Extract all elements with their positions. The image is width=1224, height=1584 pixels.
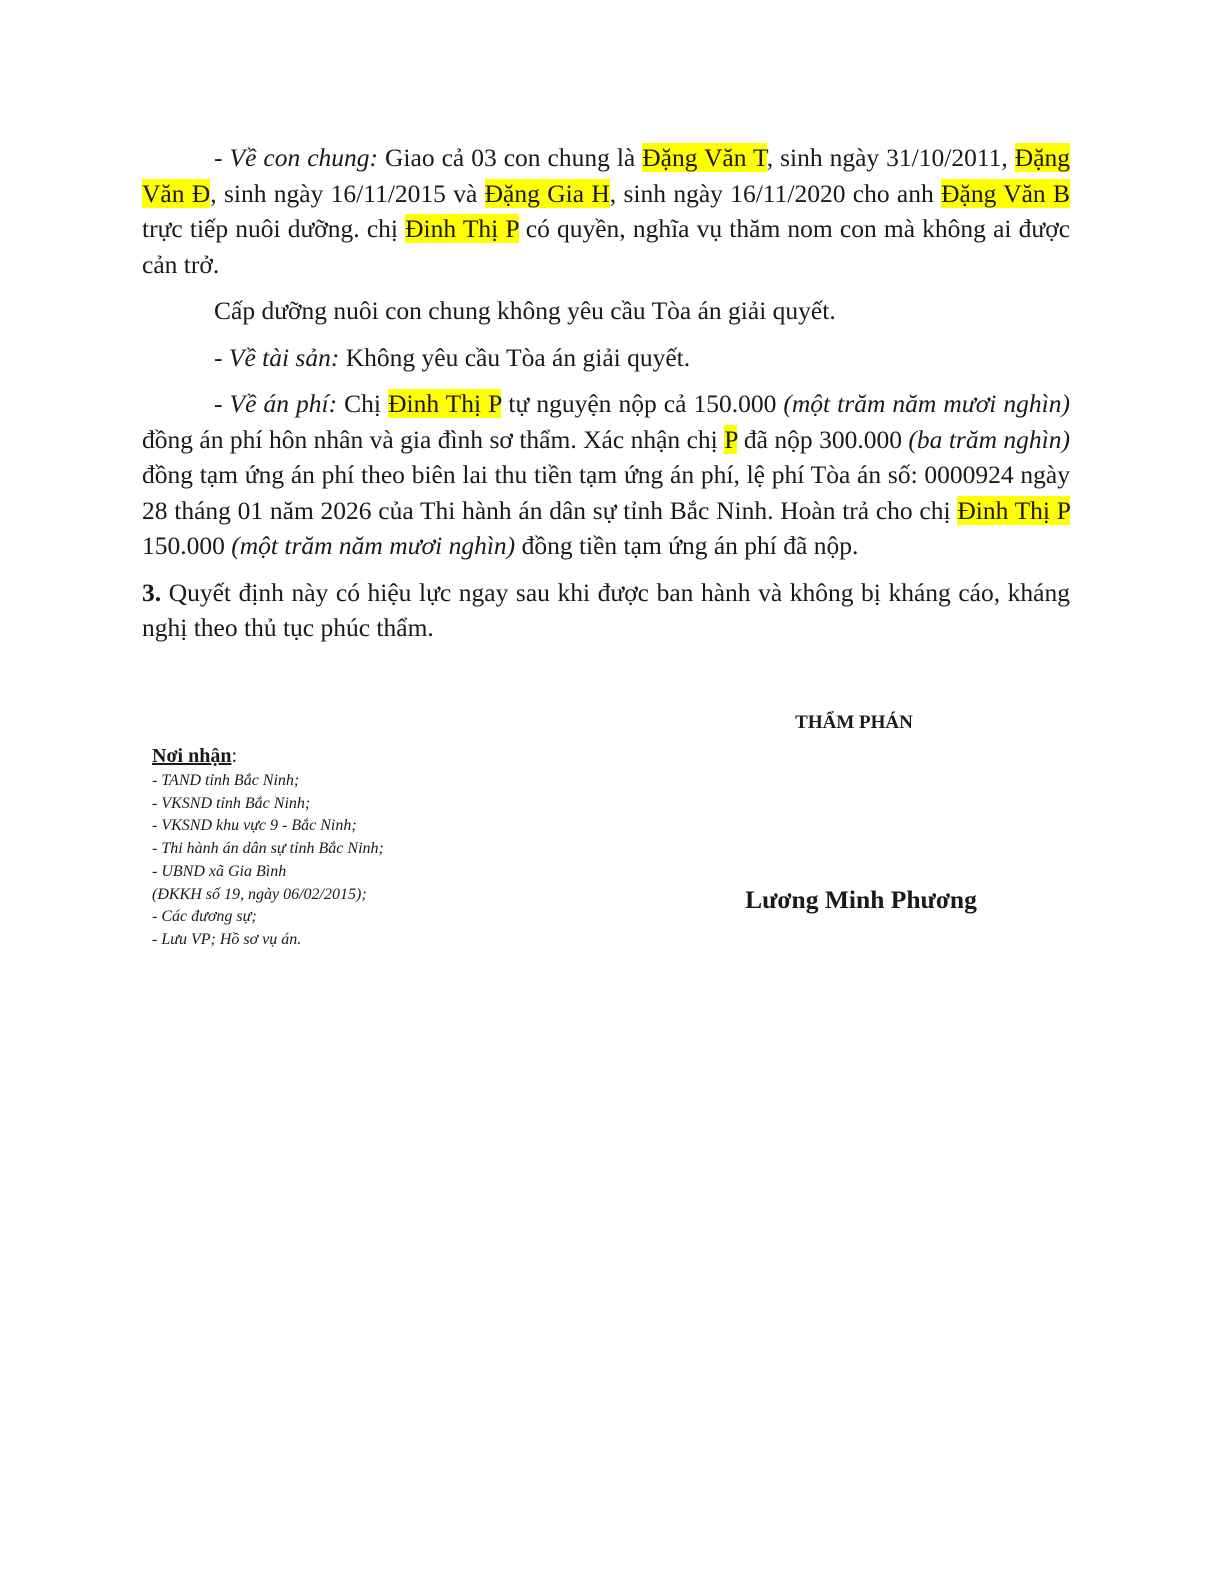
highlighted-name: Đặng Văn Đ <box>142 143 1071 208</box>
text-run: Chị <box>337 389 389 418</box>
recipient-item: - UBND xã Gia Bình <box>152 862 287 880</box>
amount-in-words: (một trăm năm mươi nghìn) <box>231 531 516 560</box>
text-run: đồng tiền tạm ứng án phí đã nộp. <box>515 531 859 560</box>
highlighted-name: Đặng Văn T <box>642 143 767 172</box>
highlighted-name: Đặng Gia H <box>484 178 610 208</box>
highlighted-name: Đinh Thị P <box>957 495 1070 525</box>
recipient-item: - TAND tỉnh Bắc Ninh; <box>152 772 300 789</box>
text-run: Quyết định này có hiệu lực ngay sau khi được ban hành và không bị kháng cáo, kháng nghị theo thủ tục phúc thẩm. <box>142 577 1070 642</box>
recipients-heading <box>152 742 572 770</box>
recipient-item: - VKSND khu vực 9 - Bắc Ninh; <box>152 817 357 835</box>
text-run: đã nộp 300.000 <box>737 424 909 454</box>
text-run: Không yêu cầu Tòa án giải quyết. <box>339 342 691 372</box>
text-run: đồng án phí hôn nhân và gia đình sơ thẩm. Xác nhận chị <box>142 424 725 454</box>
recipient-item: - Thi hành án dân sự tỉnh Bắc Ninh; <box>152 840 384 858</box>
recipients-heading-label: Nơi nhận <box>152 745 232 767</box>
highlighted-name: Đinh Thị P <box>405 214 519 243</box>
paragraph-children-custody <box>142 140 1070 282</box>
text-run: tự nguyện nộp cả 150.000 <box>501 389 784 418</box>
paragraph-court-fees <box>142 386 1070 564</box>
paragraph-child-support: Cấp dưỡng nuôi con chung không yêu cầu Tòa án giải quyết. <box>214 296 836 325</box>
text-run: 150.000 <box>142 531 232 560</box>
highlighted-name: Đặng Văn B <box>941 178 1071 208</box>
text-run: , sinh ngày 31/10/2011, <box>766 143 1015 172</box>
recipient-item: - Lưu VP; Hồ sơ vụ án. <box>152 930 302 948</box>
highlighted-name: P <box>724 424 738 454</box>
text-run: Giao cả 03 con chung là <box>378 143 643 172</box>
clause-number: 3. <box>142 577 162 607</box>
text-run: , sinh ngày 16/11/2020 cho anh <box>609 178 942 208</box>
section-lead: - Về án phí: <box>214 389 338 418</box>
document-body <box>142 140 1070 646</box>
recipients-list <box>152 770 572 952</box>
section-lead: - Về con chung: <box>214 143 379 172</box>
recipient-item: - VKSND tỉnh Bắc Ninh; <box>152 794 311 812</box>
recipients-block <box>152 742 572 952</box>
amount-in-words: (ba trăm nghìn) <box>908 424 1070 454</box>
recipients-heading-colon: : <box>231 745 238 767</box>
text-run: , sinh ngày 16/11/2015 và <box>210 178 485 208</box>
paragraph-property <box>142 340 1070 376</box>
text-run: trực tiếp nuôi dưỡng. chị <box>142 214 406 243</box>
text-run: đồng tạm ứng án phí theo biên lai thu tiền tạm ứng án phí, lệ phí Tòa án số: 0000924 ngày 28 tháng 01 năm 2026 của Thi hành án dân sự tỉnh Bắc Ninh. Hoàn trả cho chị <box>142 460 1070 525</box>
recipient-item: (ĐKKH số 19, ngày 06/02/2015); <box>152 885 367 903</box>
recipient-item: - Các đương sự; <box>152 908 257 926</box>
paragraph-effectiveness <box>142 575 1070 646</box>
judge-title: THẨM PHÁN <box>795 712 913 733</box>
amount-in-words: (một trăm năm mươi nghìn) <box>783 389 1071 418</box>
section-lead: - Về tài sản: <box>214 342 340 372</box>
highlighted-name: Đinh Thị P <box>388 389 502 418</box>
judge-name: Lương Minh Phương <box>745 885 977 914</box>
text-run: có quyền, nghĩa vụ thăm nom con mà không ai được cản trở. <box>142 214 1071 279</box>
